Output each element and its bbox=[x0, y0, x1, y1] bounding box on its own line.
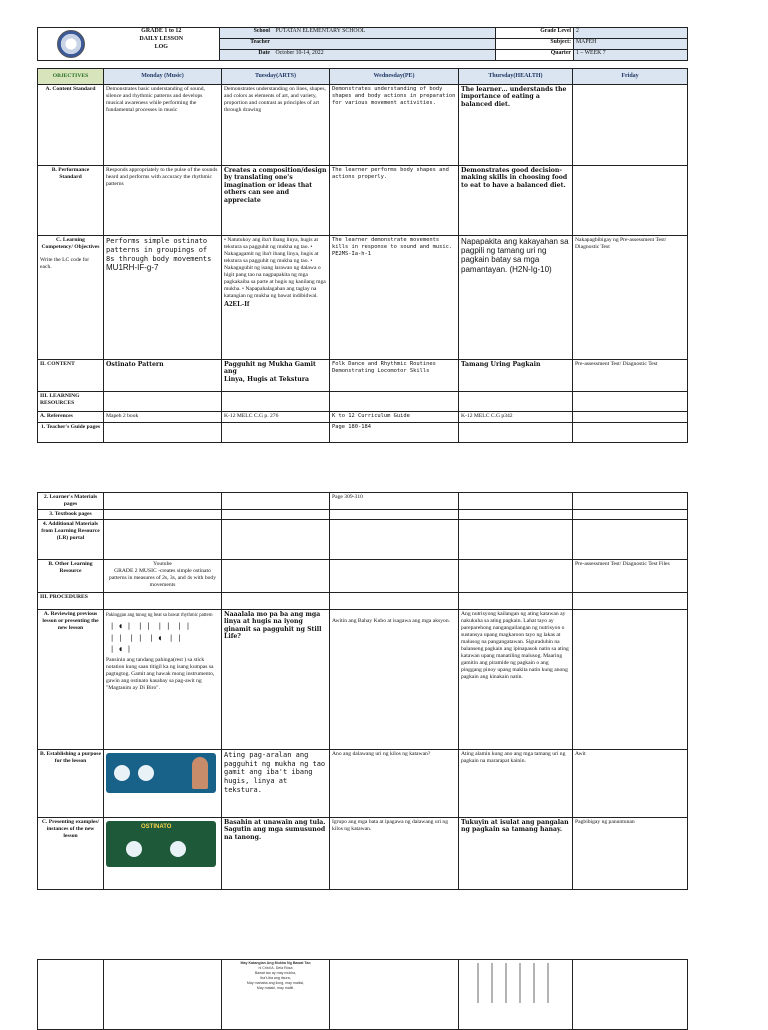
cell-monday: Demonstrates basic understanding of sound, silence and rhythmic patterns and develops musical awareness while performing the fundamental processes in music bbox=[104, 85, 222, 166]
school-value: PUTATAN ELEMENTARY SCHOOL bbox=[275, 28, 366, 34]
poem-title: May Katangian Ang Mukha Ng Bawat Tao bbox=[240, 961, 311, 965]
cell-monday bbox=[104, 519, 222, 559]
cell-wednesday bbox=[330, 510, 459, 520]
cell-wednesday bbox=[330, 960, 459, 1030]
cell-friday bbox=[573, 960, 688, 1030]
cell-wednesday bbox=[330, 519, 459, 559]
quarter-label: Quarter bbox=[496, 50, 574, 61]
thumbnail-circle-icon bbox=[138, 765, 154, 781]
content-line-2: Linya, Hugis at Tekstura bbox=[224, 375, 310, 383]
teacher-label: Teacher bbox=[250, 39, 270, 45]
other-resource-row bbox=[38, 559, 688, 592]
cell-friday: Pagbibigay ng panuntunan bbox=[573, 817, 688, 889]
cell-thursday: Napapakita ang kakayahan sa pagpili ng tamang uri ng pagkain batay sa mga pamantayan. (H2N-Ig-10) bbox=[459, 236, 573, 360]
food-pictures-image bbox=[471, 963, 561, 1003]
competency-text: Performs simple ostinato patterns in groupings of 8s through body movements bbox=[106, 237, 212, 263]
cell-thursday: Ang nutrisyong kailangan ng ating katawan ay nakukuha sa ating pagkain. Lahat tayo ay pareparehong nangangailangan ng nutrisyon o sustansya upang magkaroon tayo ng lakas at malusog na pangangatawan. Siguraduhin na balanseng pagkain ang ipinapasok natin sa ating katawan upang manatiling malusog. Maaring gamitin ang piramide ng pagkain o ang pinggang pinoy upang makita natin kung anong pagkain ang kinakain natin. bbox=[459, 609, 573, 749]
cell-monday: Responds appropriately to the pulse of the sounds heard and performs with accuracy the rhythmic patterns bbox=[104, 166, 222, 236]
day-friday: Friday bbox=[573, 69, 688, 85]
cell-monday bbox=[104, 559, 222, 592]
poem-line: May malaki, may maliit. bbox=[256, 986, 295, 991]
competency-text: The learner demonstrate movements kills in response to sound and music. bbox=[332, 237, 453, 250]
row-label-cell bbox=[38, 236, 104, 360]
cell-thursday: Tamang Uring Pagkain bbox=[459, 360, 573, 392]
cell-tuesday bbox=[222, 360, 330, 392]
deped-logo bbox=[57, 30, 85, 58]
additional-materials-row bbox=[38, 519, 688, 559]
cell-wednesday: K to 12 Curriculum Guide bbox=[330, 412, 459, 423]
cell-monday bbox=[104, 236, 222, 360]
title-line-3: LOG bbox=[154, 43, 168, 50]
learning-resources-row bbox=[38, 392, 688, 412]
cell-thursday bbox=[459, 510, 573, 520]
poem-line: Bawat tao ay may mukha, bbox=[254, 971, 297, 976]
cell-tuesday bbox=[222, 423, 330, 443]
rhythm-pattern-3: | ◖ | bbox=[110, 645, 132, 654]
teacher-avatar bbox=[192, 757, 208, 789]
day-thursday: Thursday(HEALTH) bbox=[459, 69, 573, 85]
slide-title: OSTINATO bbox=[141, 823, 172, 830]
row-label: 1. Teacher's Guide pages bbox=[38, 423, 104, 443]
row-label: C. Presenting examples/ instances of the new lesson bbox=[38, 817, 104, 889]
grade-level-value: 2 bbox=[574, 28, 688, 39]
cell-friday bbox=[573, 85, 688, 166]
date-value: October 10-14, 2022 bbox=[275, 50, 324, 56]
cell-tuesday bbox=[222, 519, 330, 559]
teachers-guide-row bbox=[38, 423, 688, 443]
subject-value: MAPEH bbox=[574, 39, 688, 50]
cell-wednesday bbox=[330, 360, 459, 392]
cell-tuesday bbox=[222, 493, 330, 510]
row-label: 2. Learner's Materials pages bbox=[38, 493, 104, 510]
lc-code: PE2MS-Ia-h-1 bbox=[332, 250, 371, 257]
cell-tuesday: Demonstrates understanding on lines, shapes, and colors as elements of art, and variety, proportion and contrast as principles of art through drawing bbox=[222, 85, 330, 166]
cell-monday bbox=[104, 493, 222, 510]
cell-wednesday: Demonstrates understanding of body shapes and body actions in preparation for various movement activities. bbox=[330, 85, 459, 166]
cell-wednesday bbox=[330, 236, 459, 360]
cell-thursday bbox=[459, 960, 573, 1030]
cell-tuesday: Creates a composition/design by translating one's imagination or ideas that others can see and appreciate bbox=[222, 166, 330, 236]
learning-competency-row bbox=[38, 236, 688, 360]
references-row bbox=[38, 412, 688, 423]
row-label: B. Establishing a purpose for the lesson bbox=[38, 749, 104, 817]
cell-wednesday: Page 180-184 bbox=[330, 423, 459, 443]
teacher-value bbox=[270, 39, 274, 45]
day-monday: Monday (Music) bbox=[104, 69, 222, 85]
cell-thursday: K-12 MELC C.G p342 bbox=[459, 412, 573, 423]
cell-tuesday: Naaalala mo pa ba ang mga linya at hugis na iyong ginamit sa pagguhit ng Still Life? bbox=[222, 609, 330, 749]
ostinato-slide[interactable] bbox=[106, 821, 216, 867]
content-line-1: Pagguhit ng Mukha Gamit ang bbox=[224, 361, 316, 376]
row-label: A. References bbox=[38, 412, 104, 423]
poem bbox=[224, 961, 327, 991]
cell-wednesday: The learner performs body shapes and actions properly. bbox=[330, 166, 459, 236]
quarter-value: 1 – WEEK 7 bbox=[574, 50, 688, 61]
row-label: 3. Textbook pages bbox=[38, 510, 104, 520]
cell-friday: Awit bbox=[573, 749, 688, 817]
grade-level-label: Grade Level bbox=[496, 28, 574, 39]
cell-friday bbox=[573, 510, 688, 520]
content-line-2: Demonstrating Locomotor Skills bbox=[332, 367, 430, 374]
cell-friday bbox=[573, 493, 688, 510]
row-label: A. Content Standard bbox=[38, 85, 104, 166]
resource-title: GRADE 2 MUSIC -creates simple ostinato patterns in measures of 2s, 3s, and 4s with body movements bbox=[108, 567, 217, 588]
row-label: B. Performance Standard bbox=[38, 166, 104, 236]
cell-wednesday: Page 309-310 bbox=[330, 493, 459, 510]
cell-thursday bbox=[459, 559, 573, 592]
cell-tuesday bbox=[222, 960, 330, 1030]
row-label: 4. Additional Materials from Learning Resource (LR) portal bbox=[38, 519, 104, 559]
textbook-row bbox=[38, 510, 688, 520]
cell-friday bbox=[573, 166, 688, 236]
cell-monday: Ostinato Pattern bbox=[104, 360, 222, 392]
cell-tuesday bbox=[222, 236, 330, 360]
learners-materials-row bbox=[38, 493, 688, 510]
header-table bbox=[37, 27, 688, 61]
teacher-row bbox=[220, 39, 496, 50]
row-label: A. Reviewing previous lesson or presenting the new lesson bbox=[38, 609, 104, 749]
cell-friday: Pre-assessment Test/ Diagnostic Test bbox=[573, 360, 688, 392]
page3-table bbox=[37, 959, 688, 1030]
cell-wednesday bbox=[330, 392, 459, 412]
school-label: School bbox=[253, 28, 270, 34]
cell-friday bbox=[573, 412, 688, 423]
cell-friday bbox=[573, 519, 688, 559]
rhythm-pattern-1: | ◖ | | | | | | | bbox=[110, 621, 191, 630]
cell-friday bbox=[573, 392, 688, 412]
procedures-table bbox=[37, 492, 688, 890]
lc-code: A2EL-If bbox=[224, 299, 250, 308]
slide-circle-icon bbox=[126, 841, 142, 857]
cell-tuesday: Ating pag-aralan ang pagguhit ng mukha ng tao gamit ang iba't ibang hugis, linya at tekstura. bbox=[222, 749, 330, 817]
procedures-row bbox=[38, 592, 688, 609]
cell-friday: Nakapagbibigay ng Pre-assessment Test/ Diagnostic Test bbox=[573, 236, 688, 360]
poem-author: ni Cristi A. Dela Rosa bbox=[258, 966, 293, 971]
cell-monday bbox=[104, 423, 222, 443]
cell-friday bbox=[573, 423, 688, 443]
resource-source: Youtube bbox=[153, 560, 172, 567]
school-row bbox=[220, 28, 496, 39]
cell-wednesday: Igrupo ang mga bata at ipagawa ng dalawang uri ng kilos ng katawan. bbox=[330, 817, 459, 889]
cell-friday bbox=[573, 592, 688, 609]
cell-thursday bbox=[459, 519, 573, 559]
cell-wednesday bbox=[330, 592, 459, 609]
row-note: Write the LC code for each. bbox=[40, 256, 90, 270]
title-block bbox=[104, 28, 220, 61]
lesson-log-page-2 bbox=[37, 492, 687, 890]
title-line-1: GRADE 1 to 12 bbox=[141, 28, 182, 34]
row-label: III. LEARNING RESOURCES bbox=[38, 392, 104, 412]
day-wednesday: Wednesday(PE) bbox=[330, 69, 459, 85]
title-line-2: DAILY LESSON bbox=[139, 35, 184, 42]
cell-tuesday bbox=[222, 559, 330, 592]
deped-seal bbox=[38, 28, 104, 61]
lesson-video-thumbnail[interactable] bbox=[106, 753, 216, 793]
cell-friday: Pre-assessment Test/ Diagnostic Test Files bbox=[573, 559, 688, 592]
objectives-header: OBJECTIVES bbox=[38, 69, 104, 85]
cell-monday bbox=[104, 609, 222, 749]
cell-wednesday: Awitin ang Bahay Kubo at isagawa ang mga aksyon. bbox=[330, 609, 459, 749]
cell-monday bbox=[104, 960, 222, 1030]
row-label: C. Learning Competency/ Objectives bbox=[41, 237, 100, 250]
cell-thursday bbox=[459, 423, 573, 443]
cell-wednesday bbox=[330, 559, 459, 592]
objectives-table bbox=[37, 68, 688, 443]
slide-circle-icon bbox=[170, 841, 186, 857]
cell-thursday: Demonstrates good decision-making skills in choosing food to eat to have a balanced diet. bbox=[459, 166, 573, 236]
presenting-row bbox=[38, 817, 688, 889]
date-label: Date bbox=[258, 50, 270, 56]
establishing-row bbox=[38, 749, 688, 817]
cell-thursday bbox=[459, 392, 573, 412]
cell-tuesday bbox=[222, 392, 330, 412]
cell-thursday bbox=[459, 493, 573, 510]
performance-standard-row bbox=[38, 166, 688, 236]
cell-wednesday: Ano ang dalawang uri ng kilos ng katawan? bbox=[330, 749, 459, 817]
cell-label bbox=[38, 960, 104, 1030]
poem-line: May mahaba ang ilong, may maiksi, bbox=[246, 981, 305, 986]
poem-line: Iba't-iba ang itsura, bbox=[260, 976, 291, 981]
cell-tuesday bbox=[222, 510, 330, 520]
cell-monday bbox=[104, 510, 222, 520]
cell-monday bbox=[104, 592, 222, 609]
cell-tuesday bbox=[222, 592, 330, 609]
content-standard-row bbox=[38, 85, 688, 166]
subject-label: Subject: bbox=[496, 39, 574, 50]
cell-monday bbox=[104, 392, 222, 412]
row-label: III. PROCEDURES bbox=[38, 592, 104, 609]
row-label: II. CONTENT bbox=[38, 360, 104, 392]
rhythm-caption: Pakinggan ang tunog ng beat sa bawat rhythmic pattern bbox=[106, 612, 213, 618]
cell-monday bbox=[104, 817, 222, 889]
date-row bbox=[220, 50, 496, 61]
cell-thursday: The learner… understands the importance of eating a balanced diet. bbox=[459, 85, 573, 166]
cell-thursday: Ating alamin kung ano ang mga tamang uri ng pagkain na mararapat kainin. bbox=[459, 749, 573, 817]
rhythm-pattern-2: | | | | | ◖ | | bbox=[110, 633, 182, 642]
cell-tuesday: K-12 MELC C.G p. 276 bbox=[222, 412, 330, 423]
cell-friday bbox=[573, 609, 688, 749]
day-tuesday: Tuesday(ARTS) bbox=[222, 69, 330, 85]
lesson-log-page-1 bbox=[37, 27, 687, 443]
lc-code: MU1RH-IF-g-7 bbox=[106, 263, 159, 273]
cell-monday bbox=[104, 749, 222, 817]
cell-tuesday: Basahin at unawain ang tula. Sagutin ang mga sumusunod na tanong. bbox=[222, 817, 330, 889]
reviewing-row bbox=[38, 609, 688, 749]
row-label: B. Other Learning Resource bbox=[38, 559, 104, 592]
cell-thursday: Tukuyin at isulat ang pangalan ng pagkain sa tamang hanay. bbox=[459, 817, 573, 889]
review-instructions: Pansinin ang tandang pahinga(rest ) sa stick notation kung saan titigil ka ng isang kumpas sa pagtugtog. Gamit ang hawak mong instrumento, gawin ang ostinato kasabay sa pag-awit ng "Magtanim ay Di Biro". bbox=[106, 657, 215, 692]
competency-text: • Natutukoy ang iba't ibang linya, hugis at tekstura sa pagguhit ng mukha ng tao. • Nakagagamit ng iba't ibang linya, hugis at tekstura sa pagguhit ng mukha ng tao. • Nakaguguhit ng isang larawan ng dalawa o higit pang tao na nagpapakita ng mga pagkakaiba sa parte at hugis ng kanilang mga mukha. • Napapahalagahan ang taglay na katangian ng mukha ng bawat indibidwal. bbox=[224, 237, 326, 299]
content-line-1: Folk Dance and Rhythmic Routines bbox=[332, 361, 436, 367]
lesson-log-page-3 bbox=[37, 959, 687, 1030]
cell-monday: Mapeh 2 book bbox=[104, 412, 222, 423]
thumbnail-circle-icon bbox=[114, 765, 130, 781]
cell-thursday bbox=[459, 592, 573, 609]
content-row bbox=[38, 360, 688, 392]
